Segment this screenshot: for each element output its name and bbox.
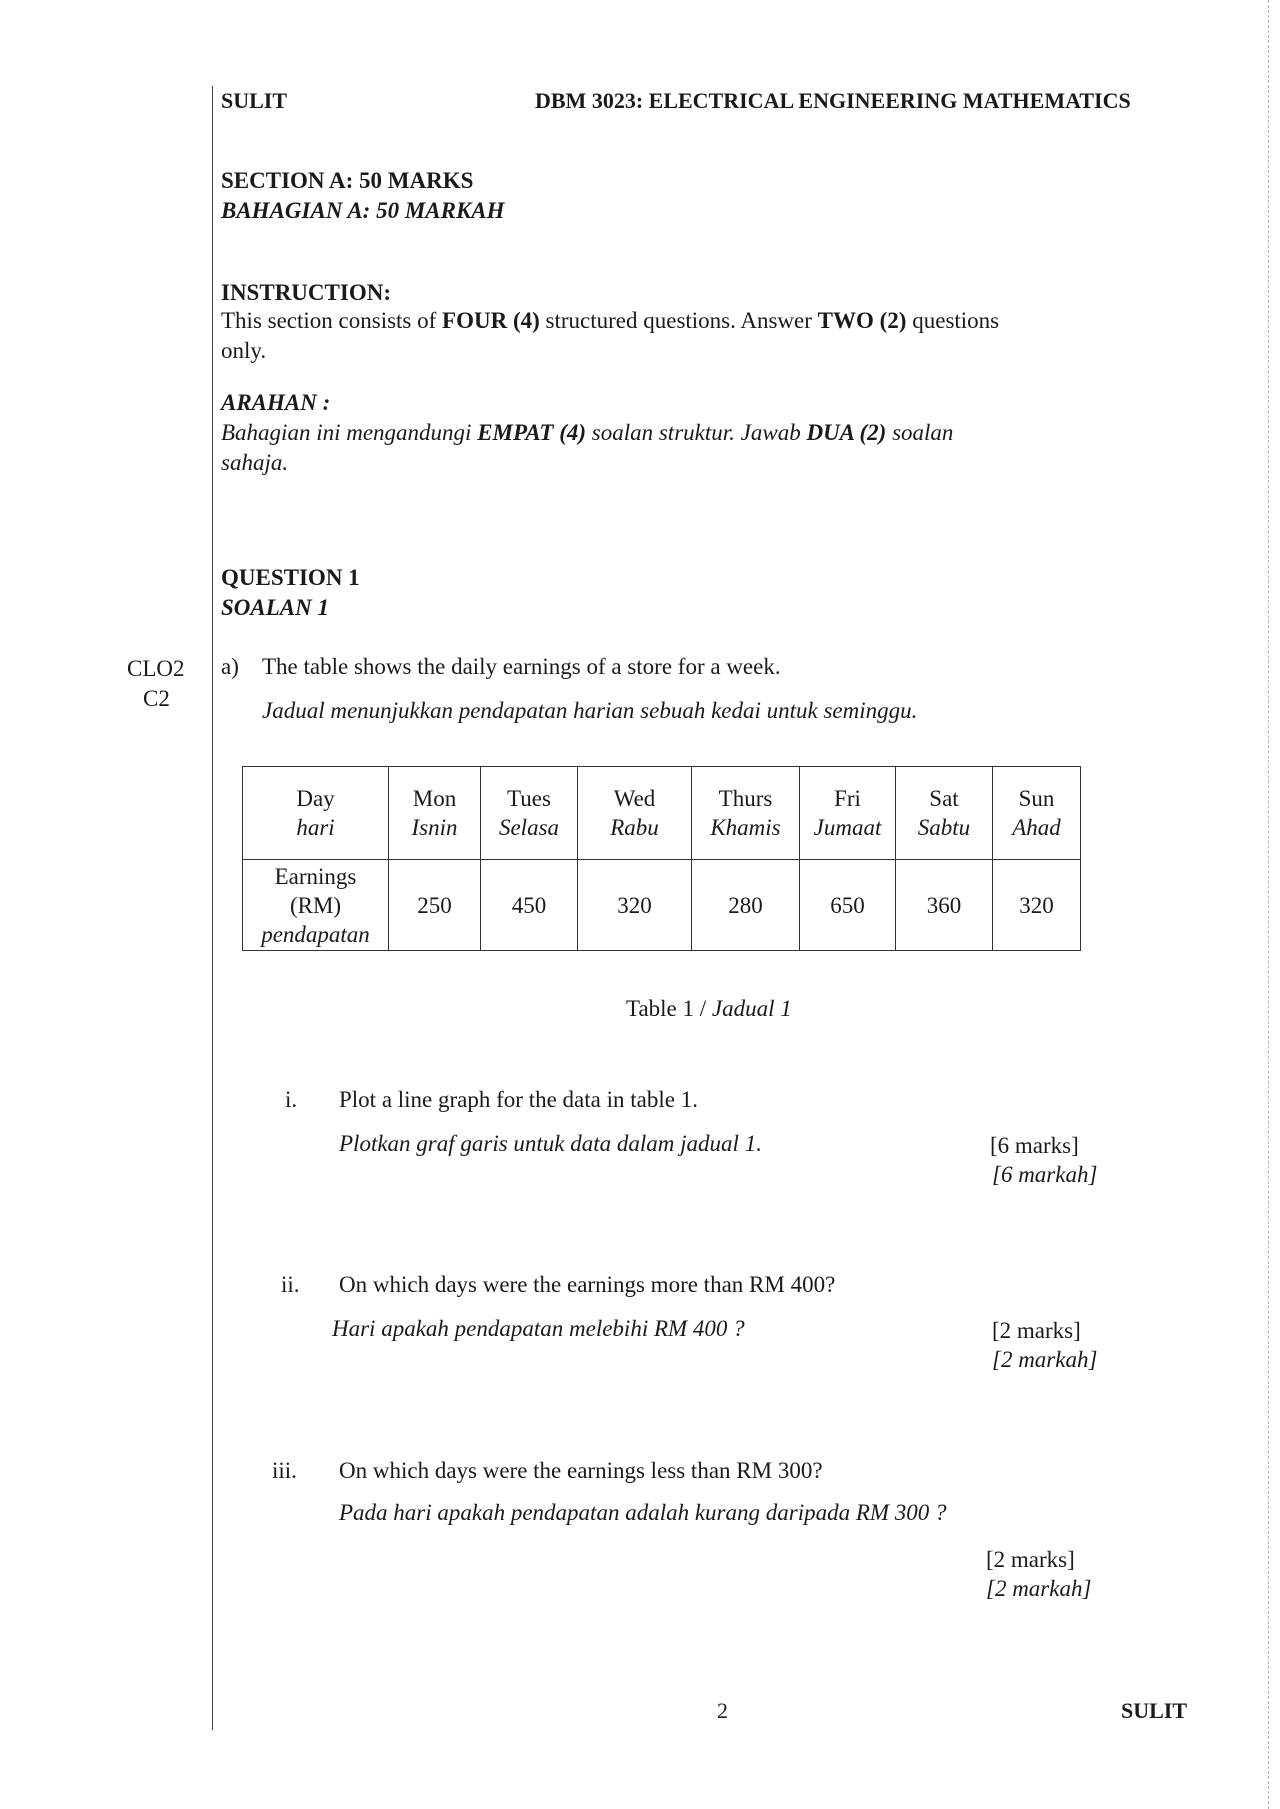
cognitive-level-label: C2 <box>143 686 170 711</box>
table-header-day: Day hari <box>243 767 389 860</box>
table-value-cell: 450 <box>481 860 578 951</box>
subquestion-text-en: On which days were the earnings more than RM 400? <box>339 1272 836 1297</box>
table-day-cell: Fri Jumaat <box>800 767 896 860</box>
table-value-cell: 320 <box>578 860 692 951</box>
part-a-text-ms: Jadual menunjukkan pendapatan harian sebuah kedai untuk seminggu. <box>262 698 918 723</box>
subquestion-text-en: On which days were the earnings less than RM 300? <box>339 1458 823 1483</box>
section-title-ms: BAHAGIAN A: 50 MARKAH <box>221 198 505 223</box>
marks-en: [6 marks] <box>990 1133 1079 1158</box>
marks-ms: [6 markah] <box>992 1162 1098 1187</box>
subquestion-number: ii. <box>281 1272 300 1297</box>
question-title-en: QUESTION 1 <box>221 565 360 590</box>
table-caption: Table 1 / Jadual 1 <box>626 996 792 1021</box>
instruction-text: This section consists of FOUR (4) structured questions. Answer TWO (2) questions <box>221 308 1000 333</box>
subquestion-number: i. <box>285 1087 298 1112</box>
table-value-cell: 320 <box>993 860 1081 951</box>
instruction-heading: INSTRUCTION: <box>221 280 391 305</box>
marks-en: [2 marks] <box>986 1547 1075 1572</box>
subquestion-text-ms: Plotkan graf garis untuk data dalam jadual 1. <box>339 1131 762 1156</box>
page-number: 2 <box>717 1698 728 1723</box>
arahan-heading: ARAHAN : <box>221 390 331 415</box>
instruction-text-cont: only. <box>221 338 267 363</box>
section-title-en: SECTION A: 50 MARKS <box>221 168 474 193</box>
table-row-earnings <box>243 860 1081 951</box>
subquestion-text-ms: Pada hari apakah pendapatan adalah kurang daripada RM 300 ? <box>339 1500 947 1525</box>
table-value-cell: 280 <box>692 860 800 951</box>
subquestion-text-en: Plot a line graph for the data in table 1. <box>339 1087 698 1112</box>
table-day-cell: Wed Rabu <box>578 767 692 860</box>
question-title-ms: SOALAN 1 <box>221 595 329 620</box>
table-day-cell: Sun Ahad <box>993 767 1081 860</box>
table-value-cell: 650 <box>800 860 896 951</box>
earnings-table <box>242 766 1081 951</box>
table-row-days <box>243 767 1081 860</box>
marks-ms: [2 markah] <box>986 1576 1092 1601</box>
scan-edge <box>1268 0 1269 1809</box>
footer-sulit: SULIT <box>1121 1698 1188 1723</box>
header-course-title: DBM 3023: ELECTRICAL ENGINEERING MATHEMATICS <box>535 88 1131 113</box>
table-value-cell: 360 <box>896 860 993 951</box>
subquestion-text-ms: Hari apakah pendapatan melebihi RM 400 ? <box>332 1316 745 1341</box>
part-a-text-en: The table shows the daily earnings of a store for a week. <box>262 654 781 679</box>
marks-ms: [2 markah] <box>992 1347 1098 1372</box>
arahan-text: Bahagian ini mengandungi EMPAT (4) soalan struktur. Jawab DUA (2) soalan <box>221 420 954 445</box>
table-value-cell: 250 <box>389 860 481 951</box>
table-day-cell: Tues Selasa <box>481 767 578 860</box>
clo-label: CLO2 <box>127 656 185 681</box>
table-day-cell: Mon Isnin <box>389 767 481 860</box>
part-a-label: a) <box>221 654 239 679</box>
arahan-text-cont: sahaja. <box>221 450 289 475</box>
table-day-cell: Sat Sabtu <box>896 767 993 860</box>
subquestion-number: iii. <box>272 1458 297 1483</box>
table-day-cell: Thurs Khamis <box>692 767 800 860</box>
marks-en: [2 marks] <box>992 1318 1081 1343</box>
left-margin-rule <box>212 86 213 1730</box>
table-header-earnings: Earnings (RM) pendapatan <box>243 860 389 951</box>
header-sulit: SULIT <box>221 88 288 113</box>
